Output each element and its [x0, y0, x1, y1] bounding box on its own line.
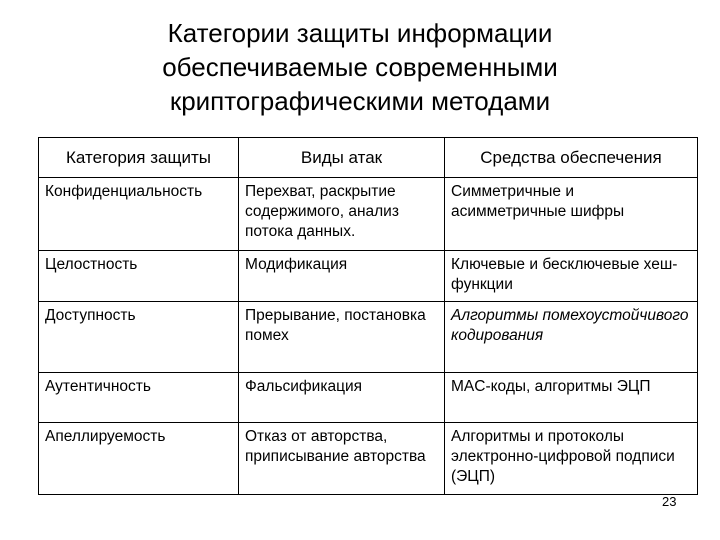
cell-attacks: Отказ от авторства, приписывание авторства — [239, 423, 445, 495]
table-row — [39, 373, 698, 423]
cell-means: Ключевые и бесключевые хеш-функции — [445, 251, 698, 302]
cell-category: Доступность — [39, 302, 239, 373]
header-category: Категория защиты — [39, 138, 239, 178]
cell-attacks: Модификация — [239, 251, 445, 302]
cell-category: Аутентичность — [39, 373, 239, 423]
cell-means: Симметричные и асимметричные шифры — [445, 178, 698, 251]
header-attacks: Виды атак — [239, 138, 445, 178]
cell-attacks: Прерывание, постановка помех — [239, 302, 445, 373]
protection-categories-table — [38, 137, 698, 495]
table-row — [39, 251, 698, 302]
table-row — [39, 178, 698, 251]
table-row — [39, 302, 698, 373]
title-line-2: обеспечиваемые современными — [162, 52, 558, 82]
cell-means: MAC-коды, алгоритмы ЭЦП — [445, 373, 698, 423]
table-row — [39, 423, 698, 495]
title-line-1: Категории защиты информации — [167, 18, 553, 48]
page-number: 23 — [662, 494, 677, 509]
header-means: Средства обеспечения — [445, 138, 698, 178]
slide-title — [0, 16, 720, 118]
cell-means: Алгоритмы помехоустойчивого кодирования — [445, 302, 698, 373]
cell-attacks: Фальсификация — [239, 373, 445, 423]
title-line-3: криптографическими методами — [169, 86, 551, 116]
cell-category: Апеллируемость — [39, 423, 239, 495]
cell-category: Конфиденциальность — [39, 178, 239, 251]
cell-means: Алгоритмы и протоколы электронно-цифровой подписи (ЭЦП) — [445, 423, 698, 495]
cell-attacks: Перехват, раскрытие содержимого, анализ потока данных. — [239, 178, 445, 251]
cell-category: Целостность — [39, 251, 239, 302]
table-header-row — [39, 138, 698, 178]
